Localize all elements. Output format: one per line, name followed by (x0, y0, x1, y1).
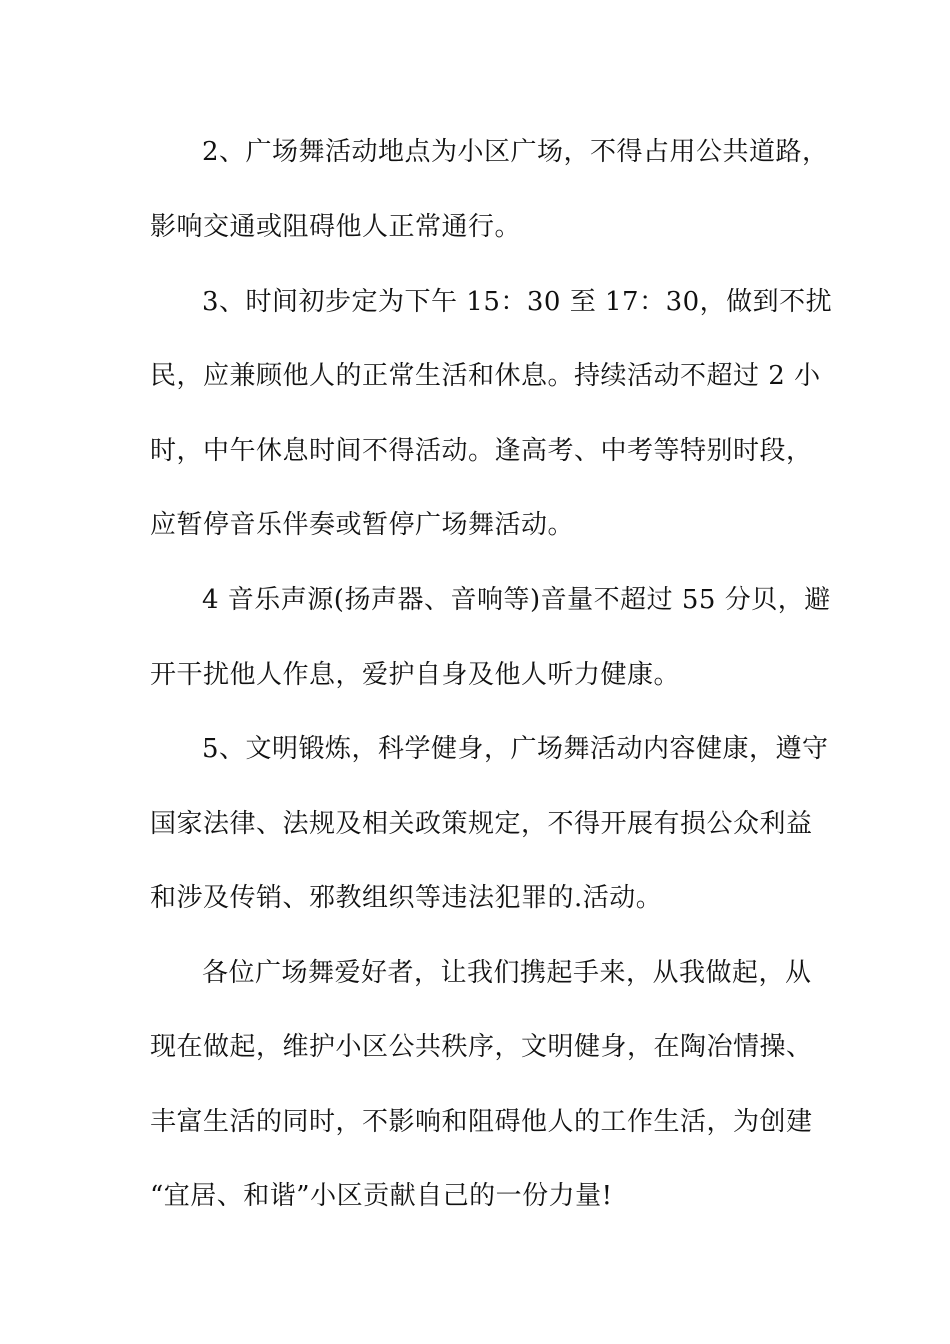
paragraph-1-line-1: 2、广场舞活动地点为小区广场，不得占用公共道路， (202, 137, 829, 167)
paragraph-2-line-3: 时，中午休息时间不得活动。逢高考、中考等特别时段， (150, 436, 813, 466)
paragraph-5-line-4: “宜居、和谐”小区贡献自己的一份力量! (150, 1181, 613, 1211)
paragraph-4-line-3: 和涉及传销、邪教组织等违法犯罪的.活动。 (150, 883, 663, 913)
paragraph-2-line-1: 3、时间初步定为下午 15：30 至 17：30，做到不扰 (202, 287, 833, 317)
paragraph-2-line-2: 民，应兼顾他人的正常生活和休息。持续活动不超过 2 小 (150, 361, 821, 391)
paragraph-1-line-2: 影响交通或阻碍他人正常通行。 (150, 212, 522, 242)
paragraph-5-line-2: 现在做起，维护小区公共秩序，文明健身，在陶冶情操、 (150, 1032, 813, 1062)
paragraph-2-line-4: 应暂停音乐伴奏或暂停广场舞活动。 (150, 510, 575, 540)
paragraph-5-line-1: 各位广场舞爱好者，让我们携起手来，从我做起，从 (202, 958, 812, 988)
paragraph-5-line-3: 丰富生活的同时，不影响和阻碍他人的工作生活，为创建 (150, 1107, 813, 1137)
paragraph-3-line-2: 开干扰他人作息，爱护自身及他人听力健康。 (150, 660, 681, 690)
paragraph-3-line-1: 4 音乐声源(扬声器、音响等)音量不超过 55 分贝，避 (202, 585, 831, 615)
paragraph-4-line-2: 国家法律、法规及相关政策规定，不得开展有损公众利益 (150, 809, 813, 839)
paragraph-4-line-1: 5、文明锻炼，科学健身，广场舞活动内容健康，遵守 (202, 734, 829, 764)
